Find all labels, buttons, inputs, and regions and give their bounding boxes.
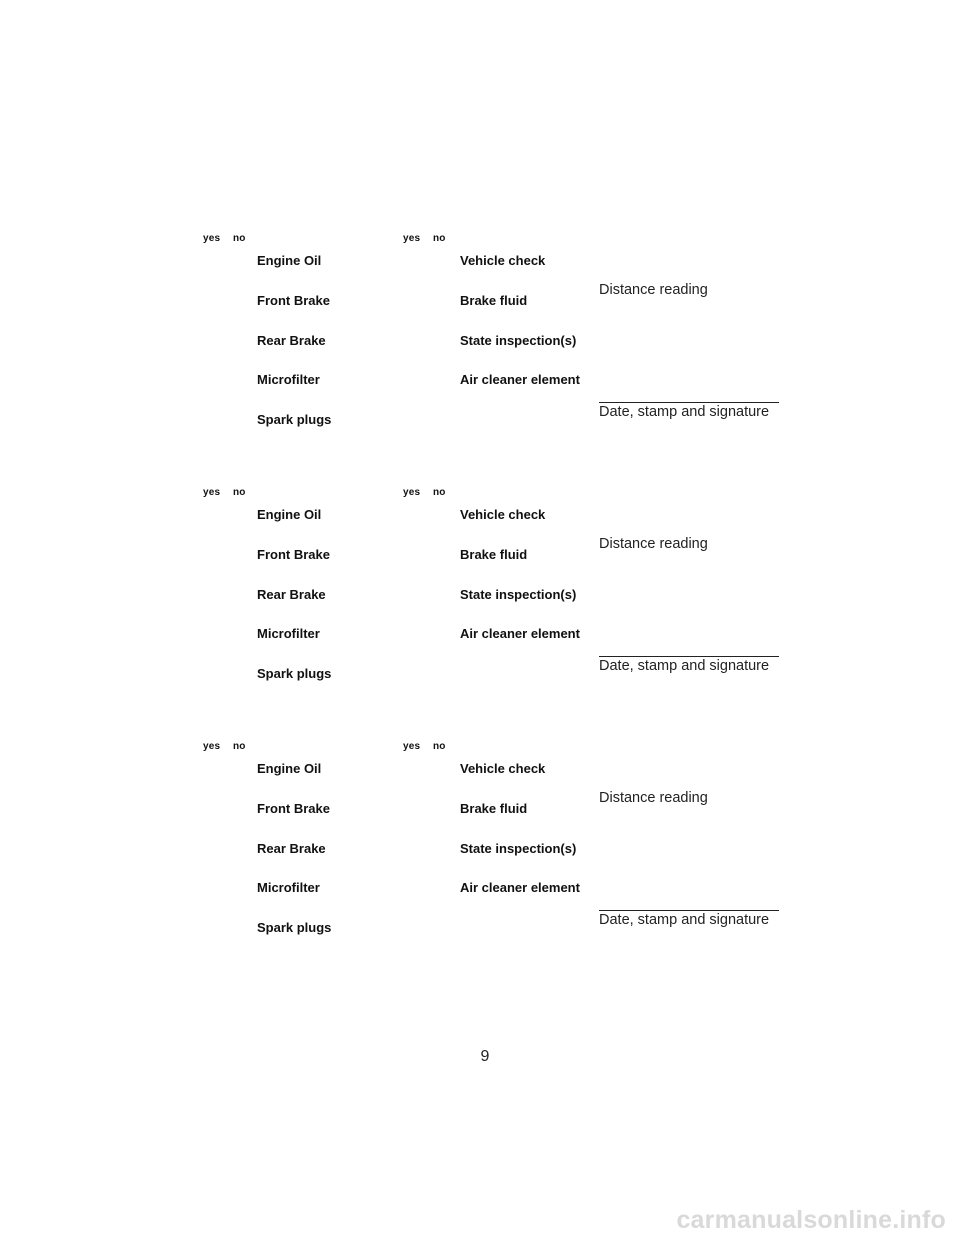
item-spark-plugs: Spark plugs: [257, 412, 332, 427]
item-state-inspection: State inspection(s): [460, 333, 577, 348]
item-air-cleaner-element: Air cleaner element: [460, 626, 580, 641]
item-rear-brake: Rear Brake: [257, 333, 326, 348]
item-front-brake: Front Brake: [257, 547, 330, 562]
item-state-inspection: State inspection(s): [460, 587, 577, 602]
item-brake-fluid: Brake fluid: [460, 293, 528, 308]
service-record-block-2: [0, 484, 960, 694]
distance-reading-label: Distance reading: [599, 790, 708, 806]
item-microfilter: Microfilter: [257, 626, 320, 641]
left-yes-header: yes: [203, 741, 221, 752]
left-no-header: no: [233, 741, 246, 752]
item-air-cleaner-element: Air cleaner element: [460, 372, 580, 387]
item-engine-oil: Engine Oil: [257, 253, 322, 268]
item-rear-brake: Rear Brake: [257, 587, 326, 602]
item-microfilter: Microfilter: [257, 880, 320, 895]
left-no-header: no: [233, 487, 246, 498]
signature-label: Date, stamp and signature: [599, 658, 770, 674]
item-front-brake: Front Brake: [257, 293, 330, 308]
right-yes-header: yes: [403, 741, 421, 752]
item-microfilter: Microfilter: [257, 372, 320, 387]
item-rear-brake: Rear Brake: [257, 841, 326, 856]
signature-label: Date, stamp and signature: [599, 404, 770, 420]
distance-reading-label: Distance reading: [599, 536, 708, 552]
page-number: 9: [480, 1048, 490, 1065]
right-yes-header: yes: [403, 233, 421, 244]
right-no-header: no: [433, 233, 446, 244]
item-engine-oil: Engine Oil: [257, 507, 322, 522]
item-front-brake: Front Brake: [257, 801, 330, 816]
signature-line: [599, 402, 779, 403]
item-spark-plugs: Spark plugs: [257, 920, 332, 935]
right-no-header: no: [433, 487, 446, 498]
signature-label: Date, stamp and signature: [599, 912, 770, 928]
item-vehicle-check: Vehicle check: [460, 507, 546, 522]
right-no-header: no: [433, 741, 446, 752]
item-engine-oil: Engine Oil: [257, 761, 322, 776]
left-yes-header: yes: [203, 487, 221, 498]
item-vehicle-check: Vehicle check: [460, 253, 546, 268]
item-air-cleaner-element: Air cleaner element: [460, 880, 580, 895]
left-yes-header: yes: [203, 233, 221, 244]
watermark: carmanualsonline.info: [676, 1206, 946, 1234]
right-yes-header: yes: [403, 487, 421, 498]
item-brake-fluid: Brake fluid: [460, 547, 528, 562]
signature-line: [599, 656, 779, 657]
signature-line: [599, 910, 779, 911]
service-record-block-3: [0, 738, 960, 948]
item-vehicle-check: Vehicle check: [460, 761, 546, 776]
service-record-block-1: [0, 230, 960, 440]
item-brake-fluid: Brake fluid: [460, 801, 528, 816]
distance-reading-label: Distance reading: [599, 282, 708, 298]
item-state-inspection: State inspection(s): [460, 841, 577, 856]
left-no-header: no: [233, 233, 246, 244]
item-spark-plugs: Spark plugs: [257, 666, 332, 681]
